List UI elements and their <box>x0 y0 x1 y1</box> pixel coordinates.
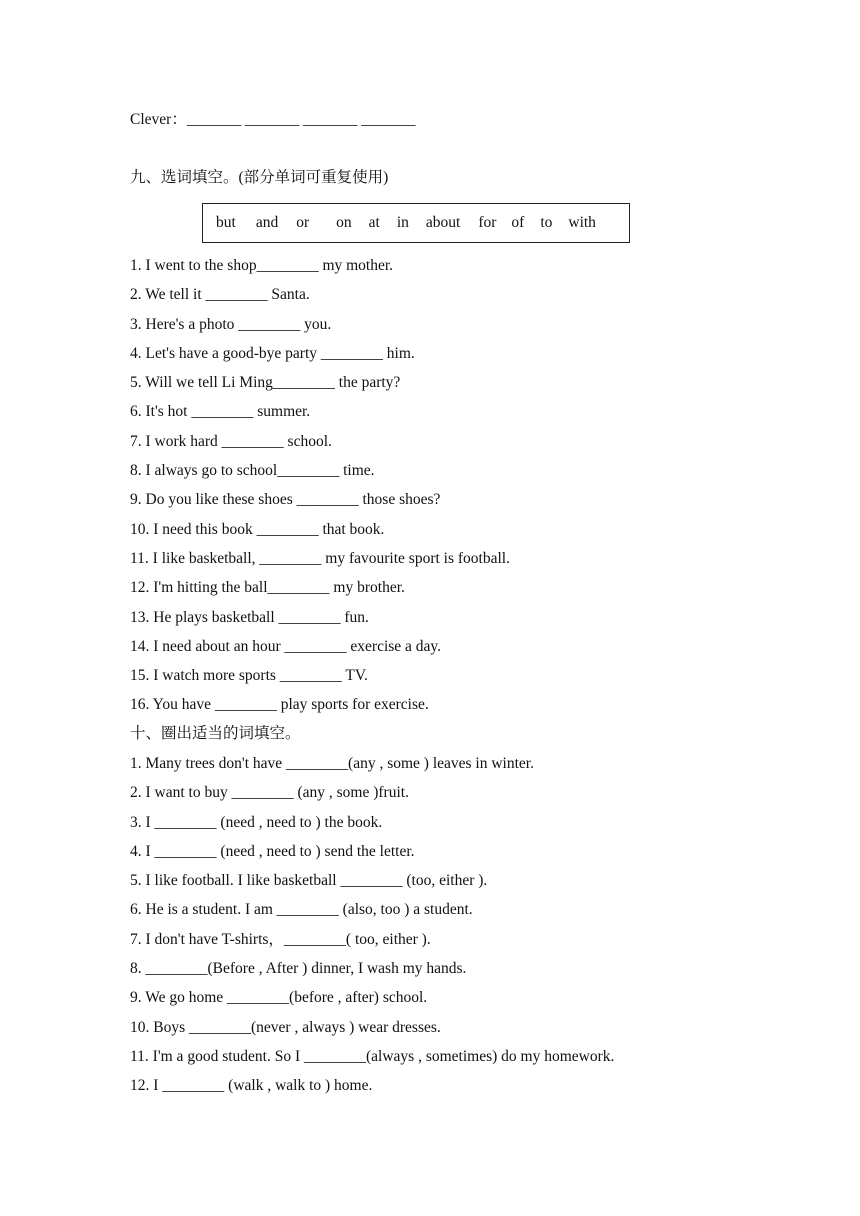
question-item: 4. I ________ (need , need to ) send the letter. <box>130 842 415 860</box>
word-bank-item: and <box>255 214 279 231</box>
word-bank-item: of <box>511 214 525 231</box>
question-item: 12. I'm hitting the ball________ my brother. <box>130 579 405 597</box>
question-item: 9. Do you like these shoes ________ those shoes? <box>130 491 441 509</box>
question-item: 6. It's hot ________ summer. <box>130 403 311 421</box>
question-item: 8. I always go to school________ time. <box>130 462 375 480</box>
question-item: 2. We tell it ________ Santa. <box>130 286 310 304</box>
question-item: 12. I ________ (walk , walk to ) home. <box>130 1077 373 1095</box>
question-item: 1. I went to the shop________ my mother. <box>130 257 394 274</box>
clever-line <box>130 110 415 130</box>
question-item: 14. I need about an hour ________ exercise a day. <box>130 637 442 655</box>
word-bank-item: on <box>336 214 352 231</box>
question-item: 11. I like basketball, ________ my favourite sport is football. <box>130 549 510 567</box>
question-item: 4. Let's have a good-bye party ________ him. <box>130 344 415 362</box>
question-item: 7. I don't have T-shirts，________( too, either ). <box>130 930 431 948</box>
question-item: 7. I work hard ________ school. <box>130 432 332 450</box>
question-item: 6. He is a student. I am ________ (also, too ) a student. <box>130 901 473 919</box>
question-item: 13. He plays basketball ________ fun. <box>130 608 369 626</box>
question-item: 2. I want to buy ________ (any , some )fruit. <box>130 784 409 802</box>
question-item: 8. ________(Before , After ) dinner, I wash my hands. <box>130 960 467 978</box>
question-item: 3. Here's a photo ________ you. <box>130 315 332 333</box>
question-item: 16. You have ________ play sports for exercise. <box>130 696 429 714</box>
word-bank-item: to <box>540 214 553 231</box>
word-bank-item: for <box>478 214 497 231</box>
question-item: 9. We go home ________(before , after) school. <box>130 989 428 1007</box>
question-item: 15. I watch more sports ________ TV. <box>130 667 368 685</box>
question-item: 10. I need this book ________ that book. <box>130 520 385 538</box>
word-bank-item: about <box>425 214 461 231</box>
word-bank-box <box>202 203 630 243</box>
word-bank-item: in <box>396 214 409 231</box>
question-item: 10. Boys ________(never , always ) wear dresses. <box>130 1018 441 1036</box>
section-9-questions <box>130 256 510 725</box>
word-bank-item: but <box>216 214 236 231</box>
clever-label: Clever： <box>130 111 187 128</box>
question-item: 11. I'm a good student. So I ________(always , sometimes) do my homework. <box>130 1047 615 1065</box>
question-item: 5. Will we tell Li Ming________ the party? <box>130 374 401 392</box>
section-10-title: 十、圈出适当的词填空。 <box>130 725 301 742</box>
question-item: 5. I like football. I like basketball ________ (too, either ). <box>130 872 488 890</box>
section-9-title: 九、选词填空。(部分单词可重复使用) <box>130 169 389 186</box>
word-bank-item: with <box>568 214 596 231</box>
question-item: 3. I ________ (need , need to ) the book. <box>130 813 383 831</box>
clever-blanks: _______ _______ _______ _______ <box>186 111 416 128</box>
word-bank-item: or <box>296 214 310 231</box>
question-item: 1. Many trees don't have ________(any , some ) leaves in winter. <box>130 755 534 772</box>
section-10-questions <box>130 754 614 1106</box>
word-bank-item: at <box>368 214 380 231</box>
